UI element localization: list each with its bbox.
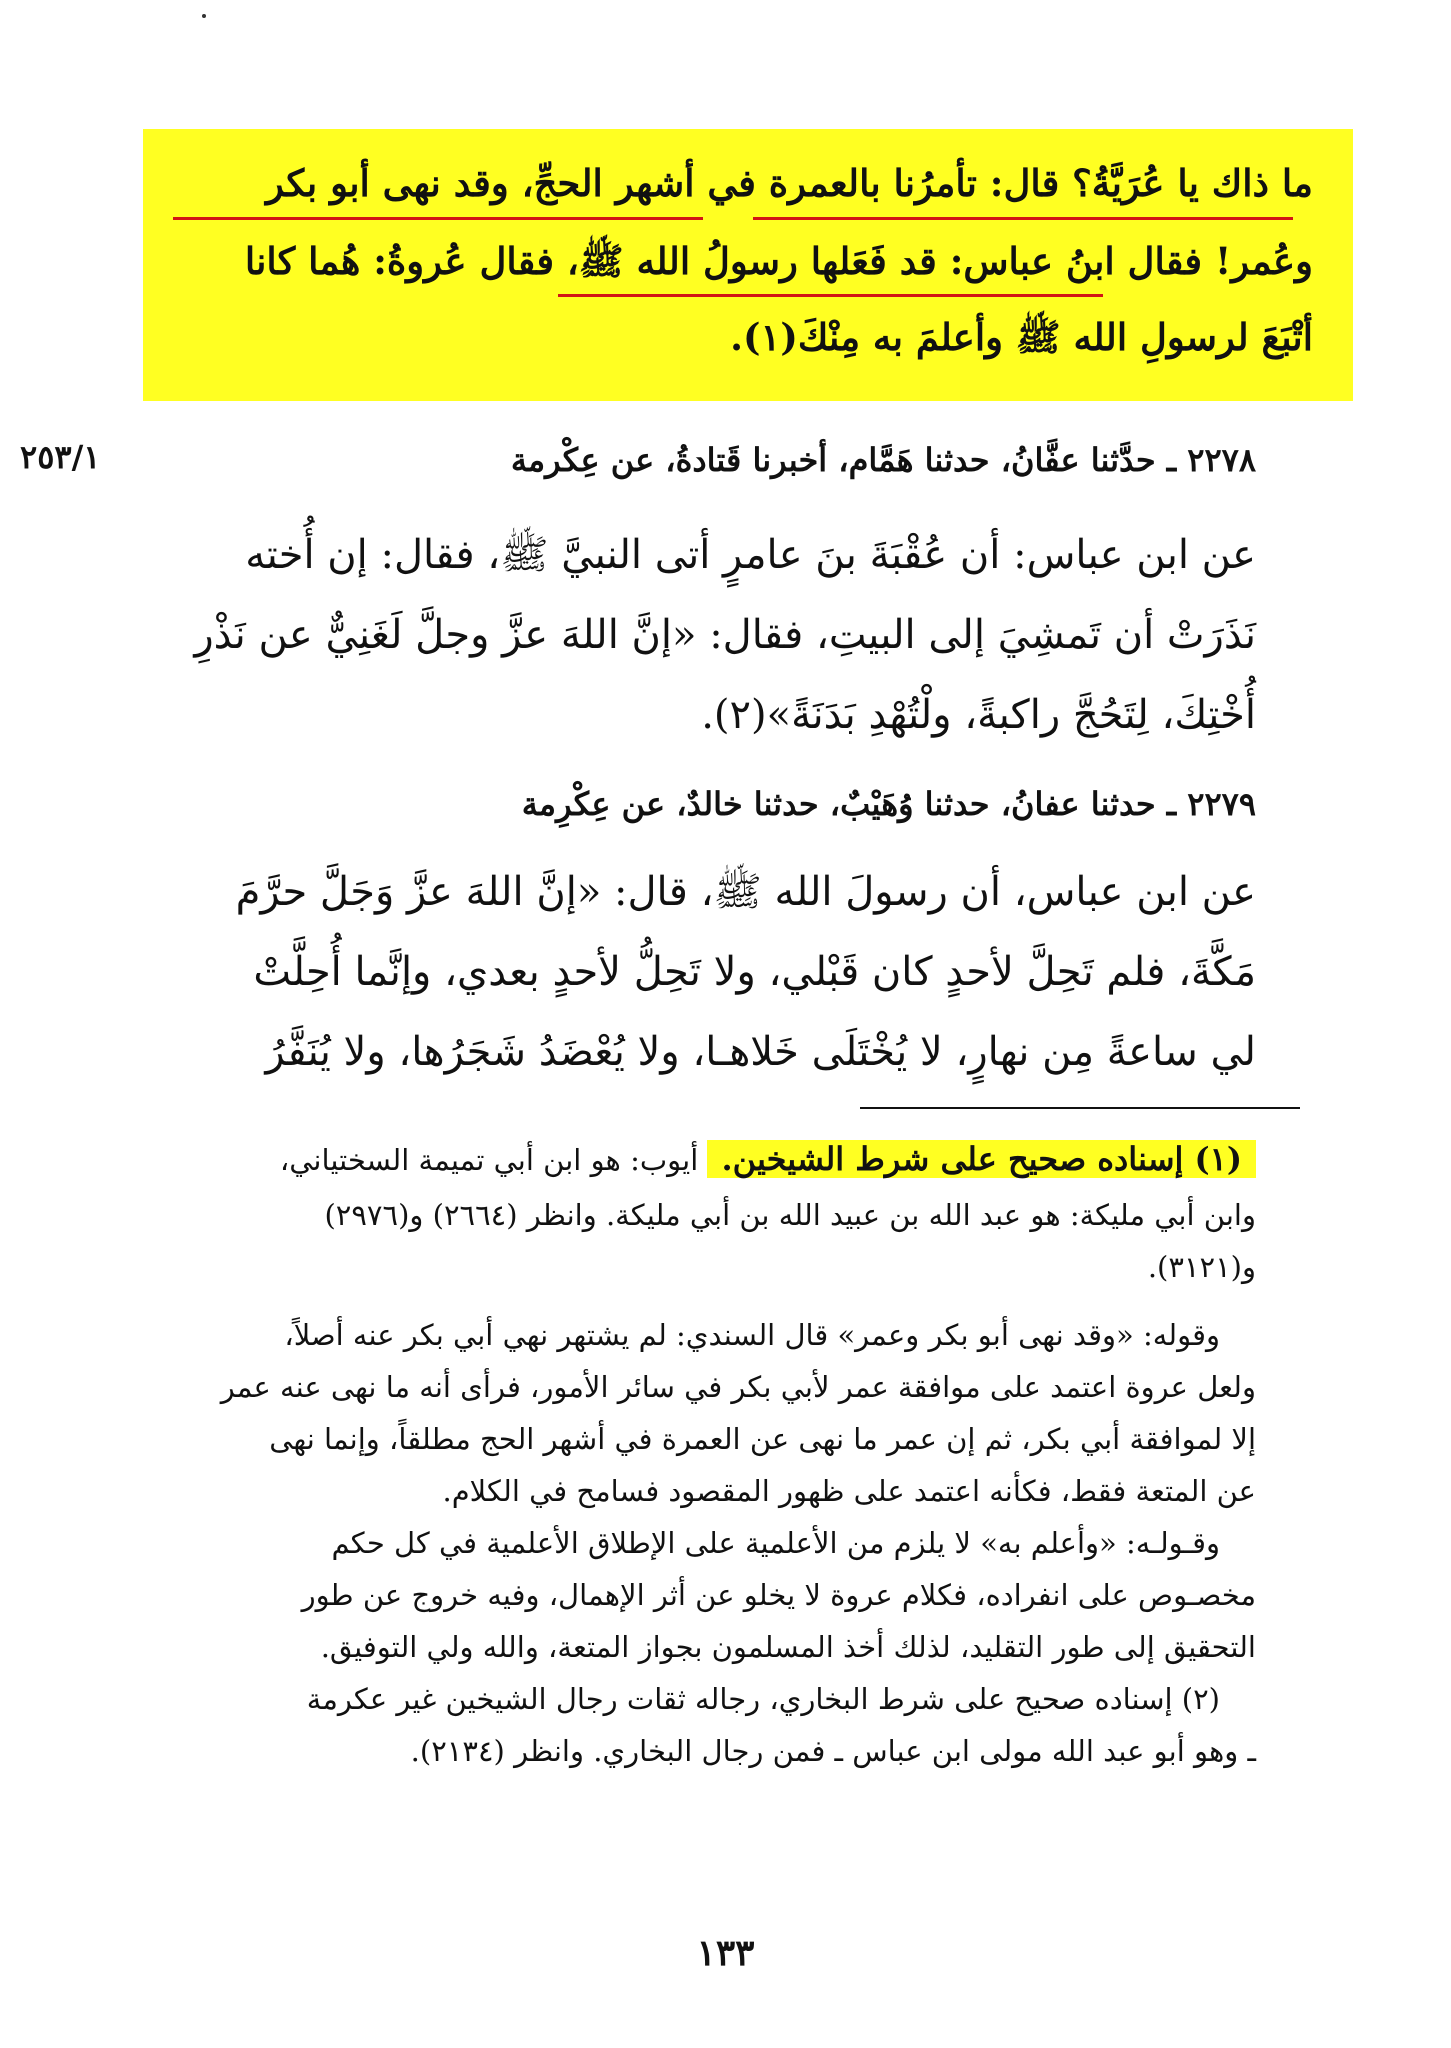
footnote-1-highlight: (١) إسناده صحيح على شرط الشيخين.	[707, 1140, 1256, 1178]
red-underline-1	[173, 217, 703, 220]
highlight-line-2: وعُمر! فقال ابنُ عباس: قد فَعَلها رسولُ الله ﷺ، فقال عُروةُ: هُما كانا	[244, 239, 1313, 283]
footnote-divider	[860, 1107, 1300, 1109]
footnote-1-rest: أيوب: هو ابن أبي تميمة السختياني،	[279, 1143, 699, 1177]
footnote-1-line-3: و(٣١٢١).	[1147, 1250, 1256, 1284]
hadith-2279-line-3: لي ساعةً مِن نهارٍ، لا يُخْتَلَى خَلاهـا، ولا يُعْضَدُ شَجَرُها، ولا يُنَفَّرُ	[265, 1029, 1256, 1075]
red-underline-2	[753, 217, 1293, 220]
footnote-1-line-2: وابن أبي مليكة: هو عبد الله بن عبيد الله بن أبي مليكة. وانظر (٢٦٦٤) و(٢٩٧٦)	[324, 1198, 1256, 1232]
commentary-1-line-1: وقوله: «وقد نهى أبو بكر وعمر» قال السندي: لم يشتهر نهي أبي بكر عنه أصلاً،	[284, 1318, 1220, 1352]
footnotes	[211, 1130, 1256, 1777]
highlighted-passage	[143, 129, 1353, 401]
hadith-2279-header: ٢٢٧٩ ـ حدثنا عفانُ، حدثنا وُهَيْبٌ، حدثنا خالدٌ، عن عِكْرِمة	[521, 785, 1256, 823]
hadith-2279-line-2: مَكَّةَ، فلم تَحِلَّ لأحدٍ كان قَبْلي، ولا تَحِلُّ لأحدٍ بعدي، وإنَّما أُحِلَّتْ	[253, 949, 1256, 995]
hadith-2278-line-3: أُخْتِكَ، لِتَحُجَّ راكبةً، ولْتُهْدِ بَدَنَةً»(٢).	[701, 692, 1256, 738]
highlight-line-3: أتْبَعَ لرسولِ الله ﷺ وأعلمَ به مِنْكَ(١).	[730, 315, 1313, 359]
commentary-1-line-4: عن المتعة فقط، فكأنه اعتمد على ظهور المقصود فسامح في الكلام.	[442, 1474, 1256, 1508]
commentary-2-line-3: التحقيق إلى طور التقليد، لذلك أخذ المسلمون بجواز المتعة، والله ولي التوفيق.	[320, 1630, 1256, 1664]
hadith-2278-line-1: عن ابن عباس: أن عُقْبَةَ بنَ عامرٍ أتى النبيَّ ﷺ، فقال: إن أُخته	[245, 532, 1256, 578]
speck-mark	[202, 14, 206, 18]
highlight-line-1: ما ذاك يا عُرَيَّةُ؟ قال: تأمرُنا بالعمرة في أشهر الحجِّ، وقد نهى أبو بكر	[266, 161, 1313, 205]
page-number: ١٣٣	[696, 1932, 755, 1974]
commentary-1-line-3: إلا لموافقة أبي بكر، ثم إن عمر ما نهى عن العمرة في أشهر الحج مطلقاً، وإنما نهى	[269, 1422, 1256, 1456]
footnote-1-first-line	[211, 1130, 1256, 1189]
commentary-2-line-1: وقـولـه: «وأعلم به» لا يلزم من الأعلمية على الإطلاق الأعلمية في كل حكم	[331, 1526, 1220, 1560]
hadith-2278-header: ٢٢٧٨ ـ حدَّثنا عفَّانُ، حدثنا هَمَّام، أخبرنا قَتادةُ، عن عِكْرمة	[510, 441, 1256, 479]
hadith-2278-text	[194, 515, 1256, 755]
footnote-2-line-1: (٢) إسناده صحيح على شرط البخاري، رجاله ثقات رجال الشيخين غير عكرمة	[306, 1682, 1220, 1716]
footnote-2-line-2: ـ وهو أبو عبد الله مولى ابن عباس ـ فمن رجال البخاري. وانظر (٢١٣٤).	[410, 1734, 1256, 1768]
hadith-2279-text	[216, 852, 1256, 1092]
commentary-1-line-2: ولعل عروة اعتمد على موافقة عمر لأبي بكر في سائر الأمور، فرأى أنه ما نهى عنه عمر	[220, 1370, 1256, 1404]
hadith-2279-line-1: عن ابن عباس، أن رسولَ الله ﷺ، قال: «إنَّ اللهَ عزَّ وَجَلَّ حرَّمَ	[235, 869, 1256, 915]
margin-volume-reference: ٢٥٣/١	[20, 438, 101, 476]
commentary-2-line-2: مخصـوص على انفراده، فكلام عروة لا يخلو عن أثر الإهمال، وفيه خروج عن طور	[301, 1578, 1256, 1612]
hadith-2278-line-2: نَذَرَتْ أن تَمشِيَ إلى البيتِ، فقال: «إنَّ اللهَ عزَّ وجلَّ لَغَنِيٌّ عن نَذْرِ	[194, 612, 1256, 658]
red-underline-3	[558, 294, 1103, 297]
